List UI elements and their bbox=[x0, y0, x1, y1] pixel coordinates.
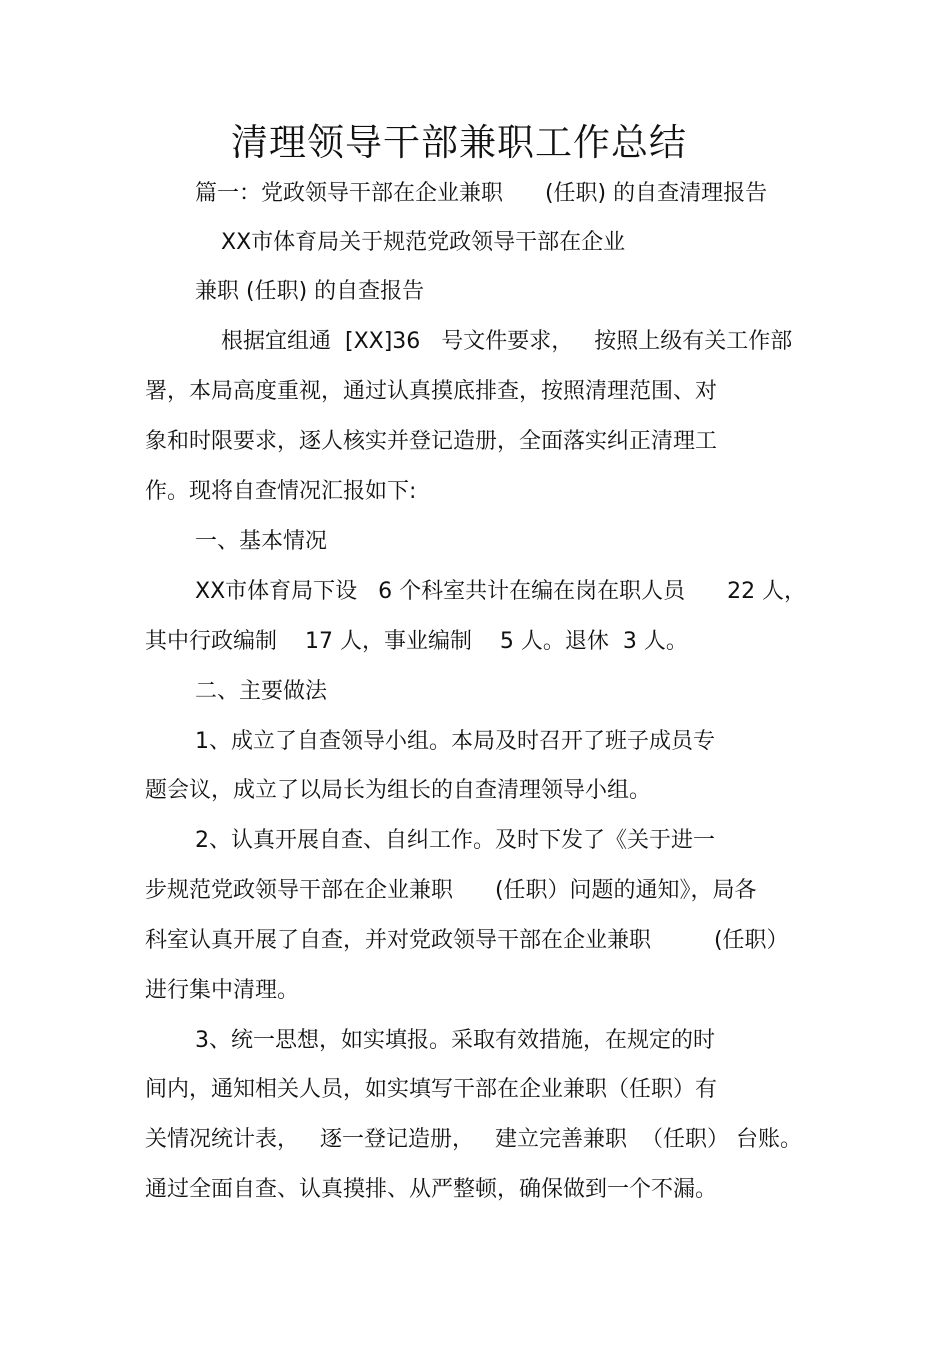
paragraph-line: 2、认真开展自查、自纠工作。及时下发了《关于进一 bbox=[195, 828, 715, 853]
paragraph-line: XX市体育局下设 6 个科室共计在编在岗在职人员 22 人， bbox=[195, 579, 807, 604]
paragraph-line: 其中行政编制 17 人，事业编制 5 人。退休 3 人。 bbox=[145, 629, 688, 654]
paragraph-line: 进行集中清理。 bbox=[145, 978, 300, 1003]
section-heading: 二、主要做法 bbox=[195, 679, 328, 704]
paragraph-line: 步规范党政领导干部在企业兼职 (任职）问题的通知》，局各 bbox=[145, 878, 757, 903]
paragraph-line: 1、成立了自查领导小组。本局及时召开了班子成员专 bbox=[195, 729, 715, 754]
paragraph-line: 间内，通知相关人员，如实填写干部在企业兼职（任职）有 bbox=[145, 1077, 718, 1102]
subtitle-line: 篇一：党政领导干部在企业兼职 (任职) 的自查清理报告 bbox=[195, 181, 768, 206]
paragraph-line: 通过全面自查、认真摸排、从严整顿，确保做到一个不漏。 bbox=[145, 1177, 718, 1202]
paragraph-line: 3、统一思想，如实填报。采取有效措施，在规定的时 bbox=[195, 1028, 715, 1053]
report-heading-line-1: XX市体育局关于规范党政领导干部在企业 bbox=[221, 230, 626, 255]
paragraph-line: 作。现将自查情况汇报如下: bbox=[145, 479, 417, 504]
report-heading-line-2: 兼职 (任职) 的自查报告 bbox=[195, 279, 425, 304]
paragraph-line: 根据宜组通 [XX]36 号文件要求， 按照上级有关工作部 bbox=[221, 329, 793, 354]
paragraph-line: 题会议，成立了以局长为组长的自查清理领导小组。 bbox=[145, 778, 652, 803]
section-heading: 一、基本情况 bbox=[195, 529, 328, 554]
paragraph-line: 署，本局高度重视，通过认真摸底排查，按照清理范围、对 bbox=[145, 379, 718, 404]
document-title: 清理领导干部兼职工作总结 bbox=[231, 121, 687, 164]
paragraph-line: 象和时限要求，逐人核实并登记造册，全面落实纠正清理工 bbox=[145, 429, 718, 454]
paragraph-line: 科室认真开展了自查，并对党政领导干部在企业兼职 (任职） bbox=[145, 928, 789, 953]
paragraph-line: 关情况统计表， 逐一登记造册， 建立完善兼职 （任职） 台账。 bbox=[145, 1127, 802, 1152]
